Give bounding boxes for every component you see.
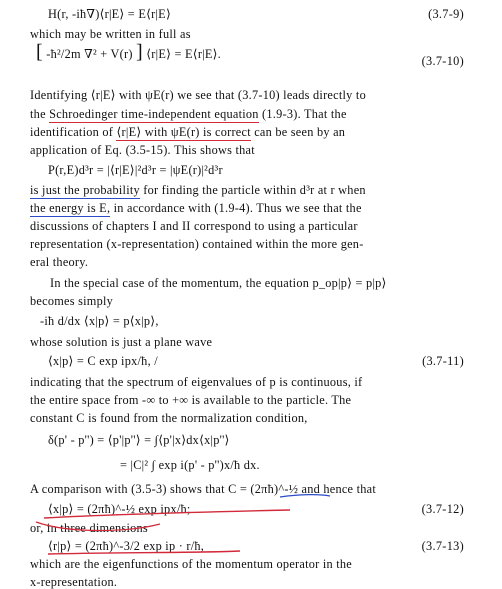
text-line: eral theory.: [30, 255, 89, 269]
equation-number: (3.7-12): [421, 502, 464, 516]
equation-normalization: δ(p' - p'') = ⟨p'|p''⟩ = ∫⟨p'|x⟩dx⟨x|p''⟩: [48, 433, 230, 447]
text-line: which are the eigenfunctions of the momentum operator in the: [30, 557, 352, 571]
equation-number: (3.7-9): [428, 7, 464, 21]
equation-normalization-cont: = |C|² ∫ exp i(p' - p'')x/ħ dx.: [120, 458, 260, 472]
blue-underlined-text: the energy is E,: [30, 201, 111, 215]
red-underlined-text: Schroedinger time-independent equation: [49, 107, 259, 121]
equation-3-7-9: H(r, -iħ∇)⟨r|E⟩ = E⟨r|E⟩: [48, 7, 171, 21]
text-line: the Schroedinger time-independent equation (1.9-3). That the: [30, 107, 347, 121]
text-line: constant C is found from the normalization condition,: [30, 411, 308, 425]
equation-3-7-11: ⟨x|p⟩ = C exp ipx/ħ, /: [48, 354, 158, 368]
right-bracket: ]: [136, 41, 143, 63]
equation-probability: P(r,E)d³r = |⟨r|E⟩|²d³r = |ψE(r)|²d³r: [48, 163, 223, 177]
text-line: In the special case of the momentum, the equation p_op|p⟩ = p|p⟩: [50, 276, 387, 290]
left-bracket: [: [36, 41, 43, 63]
text-line: is just the probability for finding the particle within d³r at r when: [30, 183, 366, 197]
equation-rhs: ⟨r|E⟩ = E⟨r|E⟩.: [142, 47, 222, 61]
equation-momentum-eigen: -iħ d/dx ⟨x|p⟩ = p⟨x|p⟩,: [40, 314, 159, 328]
equation-3-7-13: ⟨r|p⟩ = (2πħ)^-3/2 exp ip · r/ħ,: [48, 539, 205, 553]
text-line: indicating that the spectrum of eigenvalues of p is continuous, if: [30, 375, 363, 389]
text-line: discussions of chapters I and II correspond to using a particular: [30, 219, 358, 233]
text-line: the energy is E, in accordance with (1.9-4). Thus we see that the: [30, 201, 362, 215]
text-line: x-representation.: [30, 575, 118, 589]
equation-number: (3.7-11): [422, 354, 464, 368]
text-line: whose solution is just a plane wave: [30, 335, 213, 349]
hamiltonian-terms: -ħ²/2m ∇² + V(r): [42, 47, 137, 61]
equation-3-7-10: [36, 41, 222, 63]
text-line: application of Eq. (3.5-15). This shows that: [30, 143, 255, 157]
text-line: or, in three dimensions: [30, 521, 148, 535]
text-line: A comparison with (3.5-3) shows that C = (2πħ)^-½ and hence that: [30, 482, 377, 496]
text-line: which may be written in full as: [30, 27, 191, 41]
blue-underlined-text: is just the probability: [30, 183, 140, 197]
equation-number: (3.7-13): [421, 539, 464, 553]
text-line: Identifying ⟨r|E⟩ with ψE(r) we see that (3.7-10) leads directly to: [30, 88, 366, 102]
red-underlined-text: ⟨r|E⟩ with ψE(r) is correct: [116, 125, 251, 139]
text-line: identification of ⟨r|E⟩ with ψE(r) is correct can be seen by an: [30, 125, 346, 139]
equation-3-7-12: ⟨x|p⟩ = (2πħ)^-½ exp ipx/ħ;: [48, 502, 191, 516]
text-line: the entire space from -∞ to +∞ is available to the particle. The: [30, 393, 352, 407]
text-line: becomes simply: [30, 294, 114, 308]
text-line: representation (x-representation) contained within the more gen-: [30, 237, 364, 251]
equation-number: (3.7-10): [421, 54, 464, 68]
